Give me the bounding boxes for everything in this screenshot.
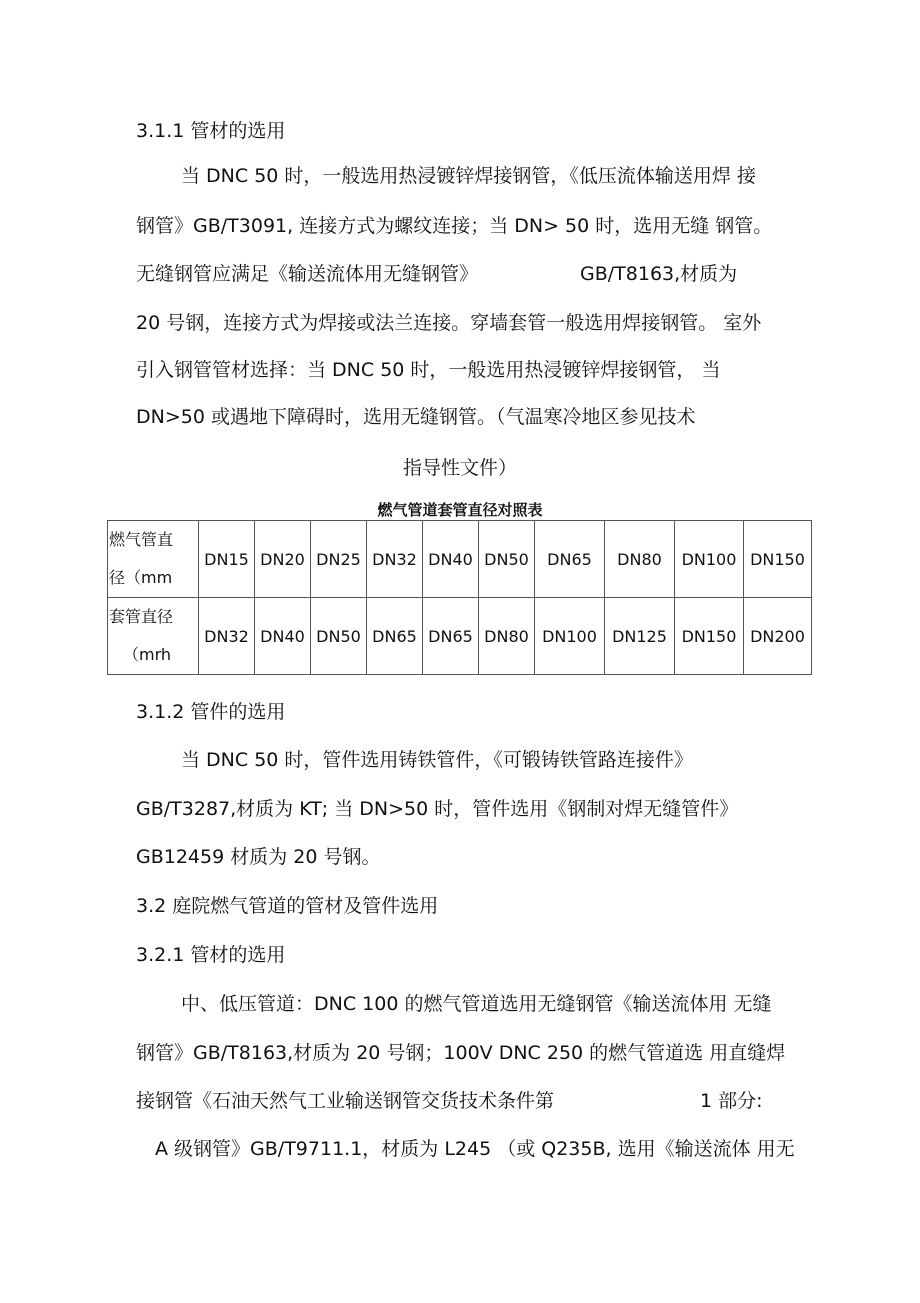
table-cell: DN65 — [423, 598, 479, 675]
table-cell: DN32 — [199, 598, 255, 675]
paragraph-line: 引入钢管管材选择：当 DNC 50 时，一般选用热浸镀锌焊接钢管， 当 — [136, 359, 721, 381]
paragraph-line: GB12459 材质为 20 号钢。 — [136, 846, 381, 868]
paragraph-line: 指导性文件） — [402, 457, 517, 479]
section-heading: 3.1.1 管材的选用 — [136, 120, 286, 142]
row-header-line: 燃气管直 — [109, 530, 174, 549]
row-header — [108, 598, 199, 675]
row-header-line: 套管直径 — [109, 607, 174, 626]
table-cell: DN20 — [255, 521, 311, 598]
paragraph-line: 无缝钢管应满足《输送流体用无缝钢管》 — [136, 263, 479, 285]
table-cell: DN40 — [255, 598, 311, 675]
paragraph-line: 20 号钢，连接方式为焊接或法兰连接。穿墙套管一般选用焊接钢管。 室外 — [136, 312, 762, 334]
table-cell: DN25 — [311, 521, 367, 598]
paragraph-line: GB/T3287,材质为 KT; 当 DN>50 时，管件选用《钢制对焊无缝管件》 — [136, 798, 739, 820]
table-cell: DN80 — [479, 598, 535, 675]
table-cell: DN50 — [311, 598, 367, 675]
table-cell: DN50 — [479, 521, 535, 598]
section-heading: 3.1.2 管件的选用 — [136, 701, 286, 723]
table-row — [108, 598, 812, 675]
table-cell: DN200 — [744, 598, 812, 675]
row-header — [108, 521, 199, 598]
paragraph-line: 接钢管《石油天然气工业输送钢管交货技术条件第 — [136, 1090, 555, 1112]
paragraph-line: 钢管》GB/T8163,材质为 20 号钢；100V DNC 250 的燃气管道选 用直缝焊 — [136, 1042, 786, 1064]
table-cell: DN100 — [535, 598, 605, 675]
paragraph-line: 1 部分: — [700, 1090, 763, 1112]
table-cell: DN15 — [199, 521, 255, 598]
paragraph-line: DN>50 或遇地下障碍时，选用无缝钢管。（气温寒冷地区参见技术 — [136, 406, 696, 428]
paragraph-line: 中、低压管道：DNC 100 的燃气管道选用无缝钢管《输送流体用 无缝 — [181, 993, 772, 1015]
table-cell: DN65 — [367, 598, 423, 675]
section-heading: 3.2 庭院燃气管道的管材及管件选用 — [136, 895, 439, 917]
table-cell: DN80 — [605, 521, 675, 598]
table-cell: DN125 — [605, 598, 675, 675]
row-header-line: （mrh — [123, 645, 172, 664]
table-cell: DN150 — [675, 598, 744, 675]
paragraph-line: 当 DNC 50 时，管件选用铸铁管件，《可锻铸铁管路连接件》 — [181, 749, 693, 771]
pipe-sleeve-table — [107, 520, 812, 675]
table-cell: DN40 — [423, 521, 479, 598]
paragraph-line: 当 DNC 50 时，一般选用热浸镀锌焊接钢管，《低压流体输送用焊 接 — [181, 165, 756, 187]
table-caption: 燃气管道套管直径对照表 — [377, 501, 543, 519]
table-cell: DN100 — [675, 521, 744, 598]
table-cell: DN32 — [367, 521, 423, 598]
table-cell: DN150 — [744, 521, 812, 598]
paragraph-line: 钢管》GB/T3091, 连接方式为螺纹连接；当 DN> 50 时，选用无缝 钢管。 — [136, 215, 773, 237]
row-header-line: 径（mm — [109, 568, 173, 587]
section-heading: 3.2.1 管材的选用 — [136, 944, 286, 966]
paragraph-line: GB/T8163,材质为 — [580, 263, 738, 285]
paragraph-line: A 级钢管》GB/T9711.1，材质为 L245 （或 Q235B, 选用《输送流体 用无 — [155, 1138, 795, 1160]
table-row — [108, 521, 812, 598]
table-cell: DN65 — [535, 521, 605, 598]
